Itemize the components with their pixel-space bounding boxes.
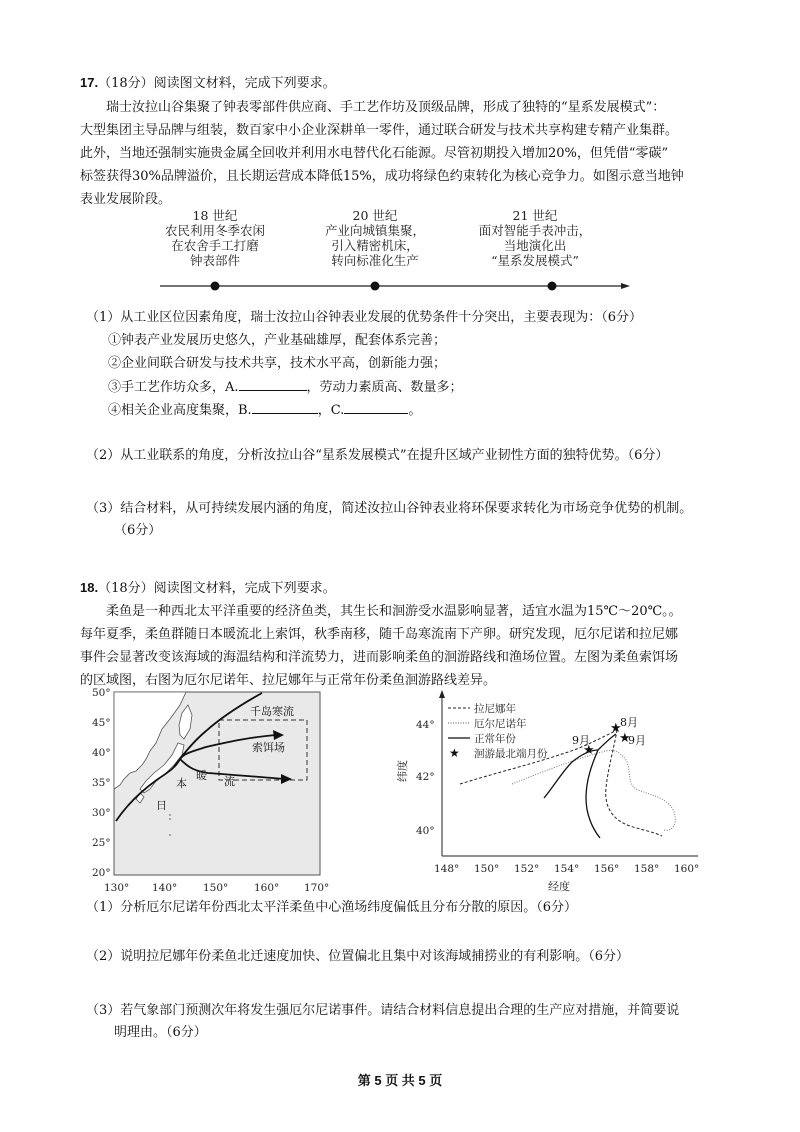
answer-blank-a[interactable]: [239, 376, 307, 391]
lon-tick: 160°: [254, 882, 280, 894]
q17-para-line-1: 瑞士汝拉山谷集聚了钟表零部件供应商、手工艺作坊及顶级品牌，形成了独特的“星系发展模式”：: [106, 100, 666, 115]
star-normal-sep: ★: [583, 743, 595, 758]
y-tick: 42°: [416, 771, 435, 783]
lon-tick: 130°: [104, 882, 130, 894]
timeline-stage-line: 农民利用冬季农闲: [164, 223, 265, 238]
warm-current-label-2: 流: [224, 775, 235, 788]
japan-label-2: 日: [156, 799, 167, 812]
month-label-aug: 8月: [620, 716, 638, 729]
q17-number: 17.: [80, 75, 99, 90]
x-tick: 152°: [514, 863, 540, 875]
q17-sub1-item1: ①钟表产业发展历史悠久，产业基础雄厚，配套体系完善；: [108, 333, 447, 348]
page-footer: 第 5 页 共 5 页: [357, 1073, 443, 1088]
y-axis-arrow: [439, 690, 445, 698]
q17-sub1-item2: ②企业间联合研发与技术共享，技术水平高，创新能力强；: [108, 356, 447, 371]
item3-suffix: ，劳动力素质高、数量多；: [306, 380, 463, 395]
q18-sub1: （1）分析厄尔尼诺年份西北太平洋柔鱼中心渔场纬度偏低且分布分散的原因。（6分）: [86, 900, 578, 915]
timeline-stage-line: 当地演化出: [503, 238, 567, 253]
feeding-ground-label: 索饵场: [252, 741, 285, 754]
lon-tick: 140°: [152, 882, 178, 894]
q17-para-line-3: 此外，当地还强制实施贵金属全回收并利用水电替代化石能源。尽管初期投入增加20%，但凭借“零碳”: [80, 146, 669, 161]
q18-head-text: （18分）阅读图文材料，完成下列要求。: [98, 581, 336, 596]
item4-prefix: ④相关企业高度集聚，B.: [108, 403, 252, 418]
timeline-stage-line: 面对智能手表冲击，: [478, 223, 592, 238]
q17-sub3-line-1: （3）结合材料，从可持续发展内涵的角度，简述汝拉山谷钟表业将环保要求转化为市场竞争优势的机制。: [86, 501, 693, 516]
item4-middle: ，C.: [317, 403, 345, 418]
q18-number: 18.: [80, 580, 99, 595]
feeding-ground-map: [84, 685, 334, 897]
q17-sub1-item3: [108, 376, 728, 399]
q17-sub2: （2）从工业联系的角度，分析汝拉山谷“星系发展模式”在提升区域产业韧性方面的独特优势。（6分）: [86, 448, 669, 463]
timeline-stage-line: 转向标准化生产: [331, 253, 419, 268]
timeline-stage-line: 产业向城镇集聚，: [324, 223, 425, 238]
timeline-dot-18c: [211, 282, 220, 291]
timeline-stage-title: 20 世纪: [352, 208, 398, 223]
legend-el-nino: 厄尔尼诺年: [474, 718, 527, 730]
timeline-stage-line: 钟表部件: [189, 253, 240, 268]
x-tick: 160°: [674, 863, 700, 875]
legend-la-nina: 拉尼娜年: [474, 703, 516, 715]
normal-route-north: [598, 734, 616, 750]
lat-tick: 50°: [92, 687, 111, 699]
q17-head-text: （18分）阅读图文材料，完成下列要求。: [98, 76, 336, 91]
x-axis-label: 经度: [548, 880, 570, 893]
timeline-dot-20c: [371, 282, 380, 291]
star-el-nino-sep: ★: [619, 731, 631, 746]
y-tick: 40°: [416, 825, 435, 837]
timeline-stage-line: 在农舍手工打磨: [171, 238, 259, 253]
q18-para-line-1: 柔鱼是一种西北太平洋重要的经济鱼类，其生长和洄游受水温影响显著，适宜水温为15℃～20℃。。: [106, 604, 682, 619]
q17-para-line-2: 大型集团主导品牌与组装，数百家中小企业深耕单一零件，通过联合研发与技术共享构建专精产业集群。: [80, 123, 679, 138]
island-dot: [169, 834, 171, 836]
timeline-stage-line: 引入精密机床，: [331, 238, 419, 253]
legend-star-label: 洄游最北端月份: [474, 748, 548, 760]
x-tick: 158°: [634, 863, 660, 875]
warm-current-label-1: 暖: [196, 769, 207, 782]
timeline-arrowhead: [621, 283, 630, 289]
lat-tick: 35°: [92, 777, 111, 789]
q17-sub1: （1）从工业区位因素角度，瑞士汝拉山谷钟表业发展的优势条件十分突出，主要表现为：（6分）: [86, 310, 643, 325]
timeline-dot-21c: [548, 282, 557, 291]
x-tick: 154°: [554, 863, 580, 875]
q18-heading: [80, 577, 730, 600]
q17-para-line-5: 表业发展阶段。: [80, 192, 172, 207]
lon-tick: 170°: [304, 882, 330, 894]
q17-sub1-item4: [108, 399, 728, 422]
migration-route-chart: [392, 688, 712, 896]
q17-sub3-line-2: （6分）: [114, 523, 162, 538]
japan-label-1: 本: [176, 777, 187, 790]
kuril-current-label: 千岛寒流: [250, 705, 294, 718]
y-tick: 44°: [416, 719, 435, 731]
timeline-stage-line: “星系发展模式”: [491, 253, 579, 268]
q18-para-line-2: 每年夏季，柔鱼群随日本暖流北上索饵，秋季南移，随千岛寒流南下产卵。研究发现，厄尔尼诺和拉尼娜: [80, 627, 679, 642]
map-svg: [84, 685, 334, 897]
q18-sub2: （2）说明拉尼娜年份柔鱼北迁速度加快、位置偏北且集中对该海域捕捞业的有利影响。（6分）: [86, 949, 630, 964]
answer-blank-b[interactable]: [252, 399, 318, 414]
normal-route: [544, 750, 600, 838]
y-axis-label: 纬度: [396, 760, 409, 782]
timeline-stage-title: 21 世纪: [512, 208, 558, 223]
legend-star-icon: ★: [449, 746, 460, 760]
item3-prefix: ③手工艺作坊众多，A.: [108, 380, 239, 395]
island-dot: [169, 818, 171, 820]
island-dot: [169, 814, 171, 816]
q17-heading: [80, 72, 730, 95]
lat-tick: 45°: [92, 717, 111, 729]
lat-tick: 40°: [92, 747, 111, 759]
item4-suffix: 。: [408, 403, 422, 418]
timeline-stage-title: 18 世纪: [192, 208, 238, 223]
lat-tick: 25°: [92, 837, 111, 849]
q18-para-line-3: 事件会显著改变该海域的海温结构和洋流势力，进而影响柔鱼的洄游路线和渔场位置。左图为柔鱼索饵场: [80, 650, 679, 665]
lat-tick: 30°: [92, 807, 111, 819]
q18-para-line-4: 的区域图，右图为厄尔尼诺年、拉尼娜年与正常年份柔鱼洄游路线差异。: [80, 673, 497, 688]
legend-normal: 正常年份: [474, 733, 516, 745]
x-tick: 156°: [594, 863, 620, 875]
x-tick: 150°: [474, 863, 500, 875]
x-tick: 148°: [434, 863, 460, 875]
q18-sub3-line-1: （3）若气象部门预测次年将发生强厄尔尼诺事件。请结合材料信息提出合理的生产应对措施，并简要说: [86, 1003, 680, 1018]
q17-para-line-4: 标签获得30%品牌溢价，且长期运营成本降低15%，成功将绿色约束转化为核心竞争力。如图示意当地钟: [80, 169, 684, 184]
timeline-axis: [140, 208, 640, 294]
route-chart-svg: [392, 688, 712, 896]
month-label-sep-right: 9月: [628, 734, 646, 747]
answer-blank-c[interactable]: [344, 399, 408, 414]
lon-tick: 150°: [203, 882, 229, 894]
star-la-nina-aug: ★: [610, 721, 622, 736]
month-label-sep-left: 9月: [572, 734, 590, 747]
lat-tick: 20°: [92, 867, 111, 879]
development-timeline: [140, 208, 640, 294]
q18-sub3-line-2: 明理由。（6分）: [114, 1025, 207, 1040]
